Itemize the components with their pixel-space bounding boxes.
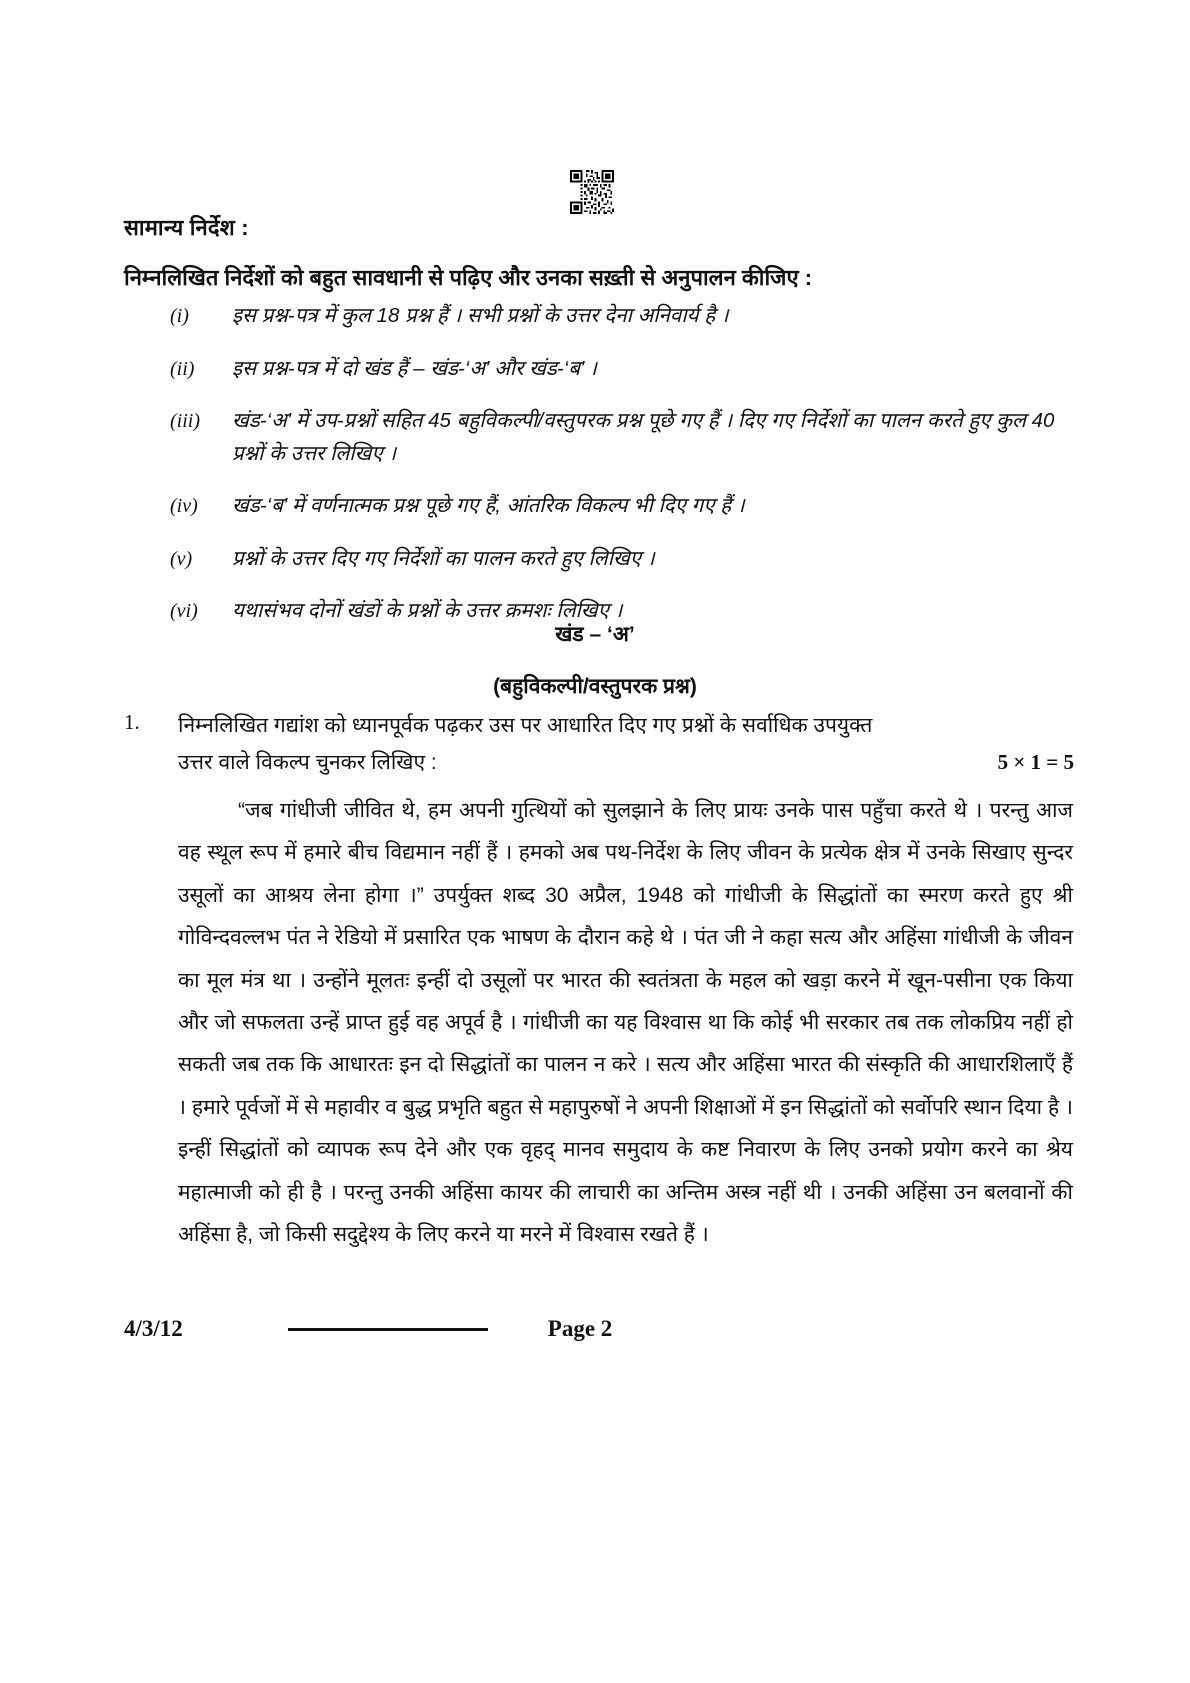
instruction-text: इस प्रश्न-पत्र में दो खंड हैं – खंड-‘अ’ और खंड-‘ब’ । bbox=[232, 356, 597, 380]
instruction-text: प्रश्नों के उत्तर दिए गए निर्देशों का पालन करते हुए लिखिए । bbox=[232, 546, 655, 570]
instruction-marker: (iv) bbox=[170, 494, 198, 517]
question-number: 1. bbox=[124, 710, 140, 734]
page-number-label: Page 2 bbox=[547, 1316, 613, 1341]
question-1-marks: 5 × 1 = 5 bbox=[997, 750, 1074, 775]
general-instructions-header bbox=[124, 214, 1074, 292]
instruction-text: खंड-‘अ’ में उप-प्रश्नों सहित 45 बहुविकल्पी/वस्तुपरक प्रश्न पूछे गए हैं । दिए गए निर्देशों का पालन करते हुए कुल 40 प्रश्नों के उत्तर लिखिए । bbox=[232, 409, 1055, 465]
paper-code: 4/3/12 bbox=[124, 1316, 183, 1341]
instruction-marker: (v) bbox=[170, 547, 193, 570]
footer-divider bbox=[288, 1328, 488, 1331]
section-heading-khand-a: खंड – ‘अ’ bbox=[555, 623, 635, 646]
instruction-marker: (i) bbox=[170, 305, 189, 327]
page-footer bbox=[124, 1316, 684, 1342]
question-1-line-1: निम्नलिखित गद्यांश को ध्यानपूर्वक पढ़कर उस पर आधारित दिए गए प्रश्नों के सर्वाधिक उपयुक्त bbox=[178, 714, 873, 737]
instruction-text: यथासंभव दोनों खंडों के प्रश्नों के उत्तर क्रमशः लिखिए । bbox=[232, 599, 623, 623]
instruction-item-iv bbox=[170, 490, 1070, 523]
instruction-marker: (iii) bbox=[170, 410, 200, 433]
instruction-item-iii bbox=[170, 405, 1070, 470]
instruction-marker: (ii) bbox=[170, 357, 195, 380]
instruction-item-v bbox=[170, 543, 1070, 576]
section-subheading-mcq: (बहुविकल्पी/वस्तुपरक प्रश्न) bbox=[493, 675, 697, 698]
qr-code bbox=[570, 170, 614, 214]
question-1 bbox=[124, 708, 1074, 781]
question-1-line-2: उत्तर वाले विकल्प चुनकर लिखिए : bbox=[178, 751, 437, 775]
instruction-marker: (vi) bbox=[170, 600, 198, 623]
general-instructions-title: सामान्य निर्देश : bbox=[124, 215, 249, 240]
reading-passage: “जब गांधीजी जीवित थे, हम अपनी गुत्थियों को सुलझाने के लिए प्रायः उनके पास पहुँचा करते थे । परन्तु आज वह स्थूल रूप में हमारे बीच विद्यमान नहीं हैं । हमको अब पथ-निर्देश के लिए जीवन के प्रत्येक क्षेत्र में उनके सिखाए सुन्दर उसूलों का आश्रय लेना होगा ।” उपर्युक्त शब्द 30 अप्रैल, 1948 को गांधीजी के सिद्धांतों का स्मरण करते हुए श्री गोविन्दवल्लभ पंत ने रेडियो में प्रसारित एक भाषण के दौरान कहे थे । पंत जी ने कहा सत्य और अहिंसा गांधीजी के जीवन का मूल मंत्र था । उन्होंने मूलतः इन्हीं दो उसूलों पर भारत की स्वतंत्रता के महल को खड़ा करने में खून-पसीना एक किया और जो सफलता उन्हें प्राप्त हुई वह अपूर्व है । गांधीजी का यह विश्वास था कि कोई भी सरकार तब तक लोकप्रिय नहीं हो सकती जब तक कि आधारतः इन दो सिद्धांतों का पालन न करे । सत्य और अहिंसा भारत की संस्कृति की आधारशिलाएँ हैं । हमारे पूर्वजों में से महावीर व बुद्ध प्रभृति बहुत से महापुरुषों ने अपनी शिक्षाओं में इन सिद्धांतों को सर्वोपरि स्थान दिया है । इन्हीं सिद्धांतों को व्यापक रूप देने और एक वृहद् मानव समुदाय के कष्ट निवारण के लिए उनको प्रयोग करने का श्रेय महात्माजी को ही है । परन्तु उनकी अहिंसा कायर की लाचारी का अन्तिम अस्त्र नहीं थी । उनकी अहिंसा उन बलवानों की अहिंसा है, जो किसी सदुद्देश्य के लिए करने या मरने में विश्वास रखते हैं । bbox=[178, 799, 1073, 1247]
instruction-item-ii bbox=[170, 353, 1070, 386]
instruction-item-i bbox=[170, 300, 1070, 333]
general-instructions-subtitle: निम्नलिखित निर्देशों को बहुत सावधानी से पढ़िए और उनका सख़्ती से अनुपालन कीजिए : bbox=[124, 264, 813, 290]
instruction-list bbox=[170, 300, 1070, 648]
instruction-text: खंड-‘ब’ में वर्णनात्मक प्रश्न पूछे गए हैं, आंतरिक विकल्प भी दिए गए हैं । bbox=[232, 493, 745, 517]
instruction-text: इस प्रश्न-पत्र में कुल 18 प्रश्न हैं । सभी प्रश्नों के उत्तर देना अनिवार्य है । bbox=[232, 304, 729, 327]
